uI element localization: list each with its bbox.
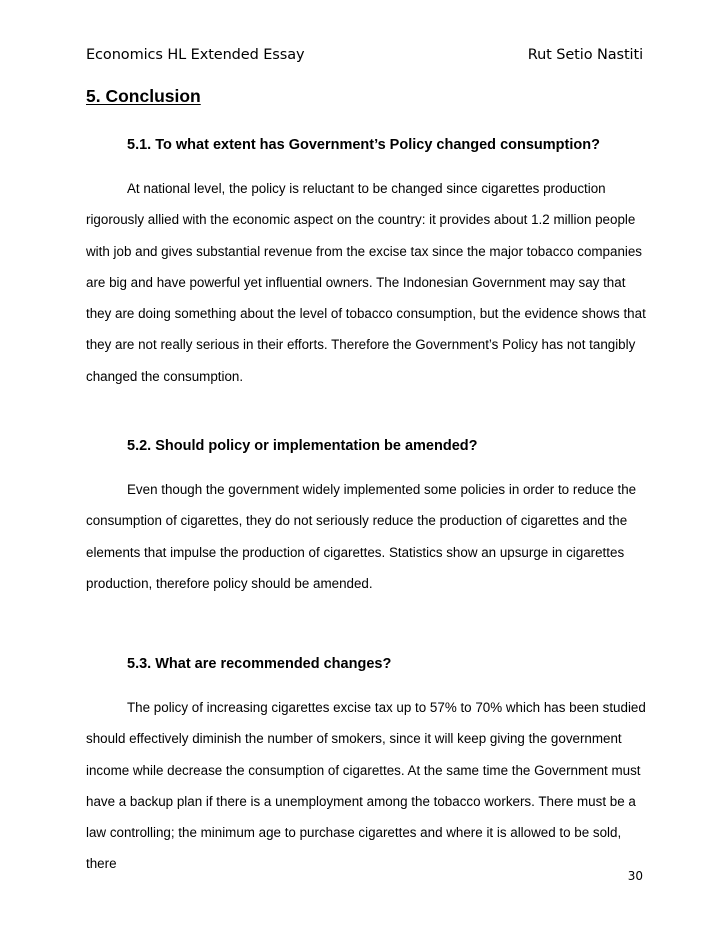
subsection-heading-5-3: 5.3. What are recommended changes?	[127, 656, 392, 672]
subsection-heading-5-1: 5.1. To what extent has Government’s Policy changed consumption?	[127, 137, 600, 153]
header-essay-title: Economics HL Extended Essay	[86, 47, 305, 63]
section-title: 5. Conclusion	[86, 86, 201, 106]
paragraph-5-1: At national level, the policy is reluctant to be changed since cigarettes production rigorously allied with the economic aspect on the country: it provides about 1.2 million people with job and gives substantial revenue from the excise tax since the major tobacco companies are big and have powerful yet influential owners. The Indonesian Government may say that they are doing something about the level of tobacco consumption, but the evidence shows that they are not really serious in their efforts. Therefore the Government’s Policy has not tangibly changed the consumption.	[86, 181, 646, 384]
page-number: 30	[627, 869, 643, 883]
header-author: Rut Setio Nastiti	[527, 47, 643, 63]
paragraph-5-3: The policy of increasing cigarettes excise tax up to 57% to 70% which has been studied should effectively diminish the number of smokers, since it will keep giving the government income while decrease the consumption of cigarettes. At the same time the Government must have a backup plan if there is a unemployment among the tobacco workers. There must be a law controlling; the minimum age to purchase cigarettes and where it is allowed to be sold, there	[86, 700, 646, 872]
paragraph-5-2: Even though the government widely implemented some policies in order to reduce the consumption of cigarettes, they do not seriously reduce the production of cigarettes and the elements that impulse the production of cigarettes. Statistics show an upsurge in cigarettes production, therefore policy should be amended.	[86, 482, 637, 591]
subsection-heading-5-2: 5.2. Should policy or implementation be amended?	[127, 438, 478, 454]
